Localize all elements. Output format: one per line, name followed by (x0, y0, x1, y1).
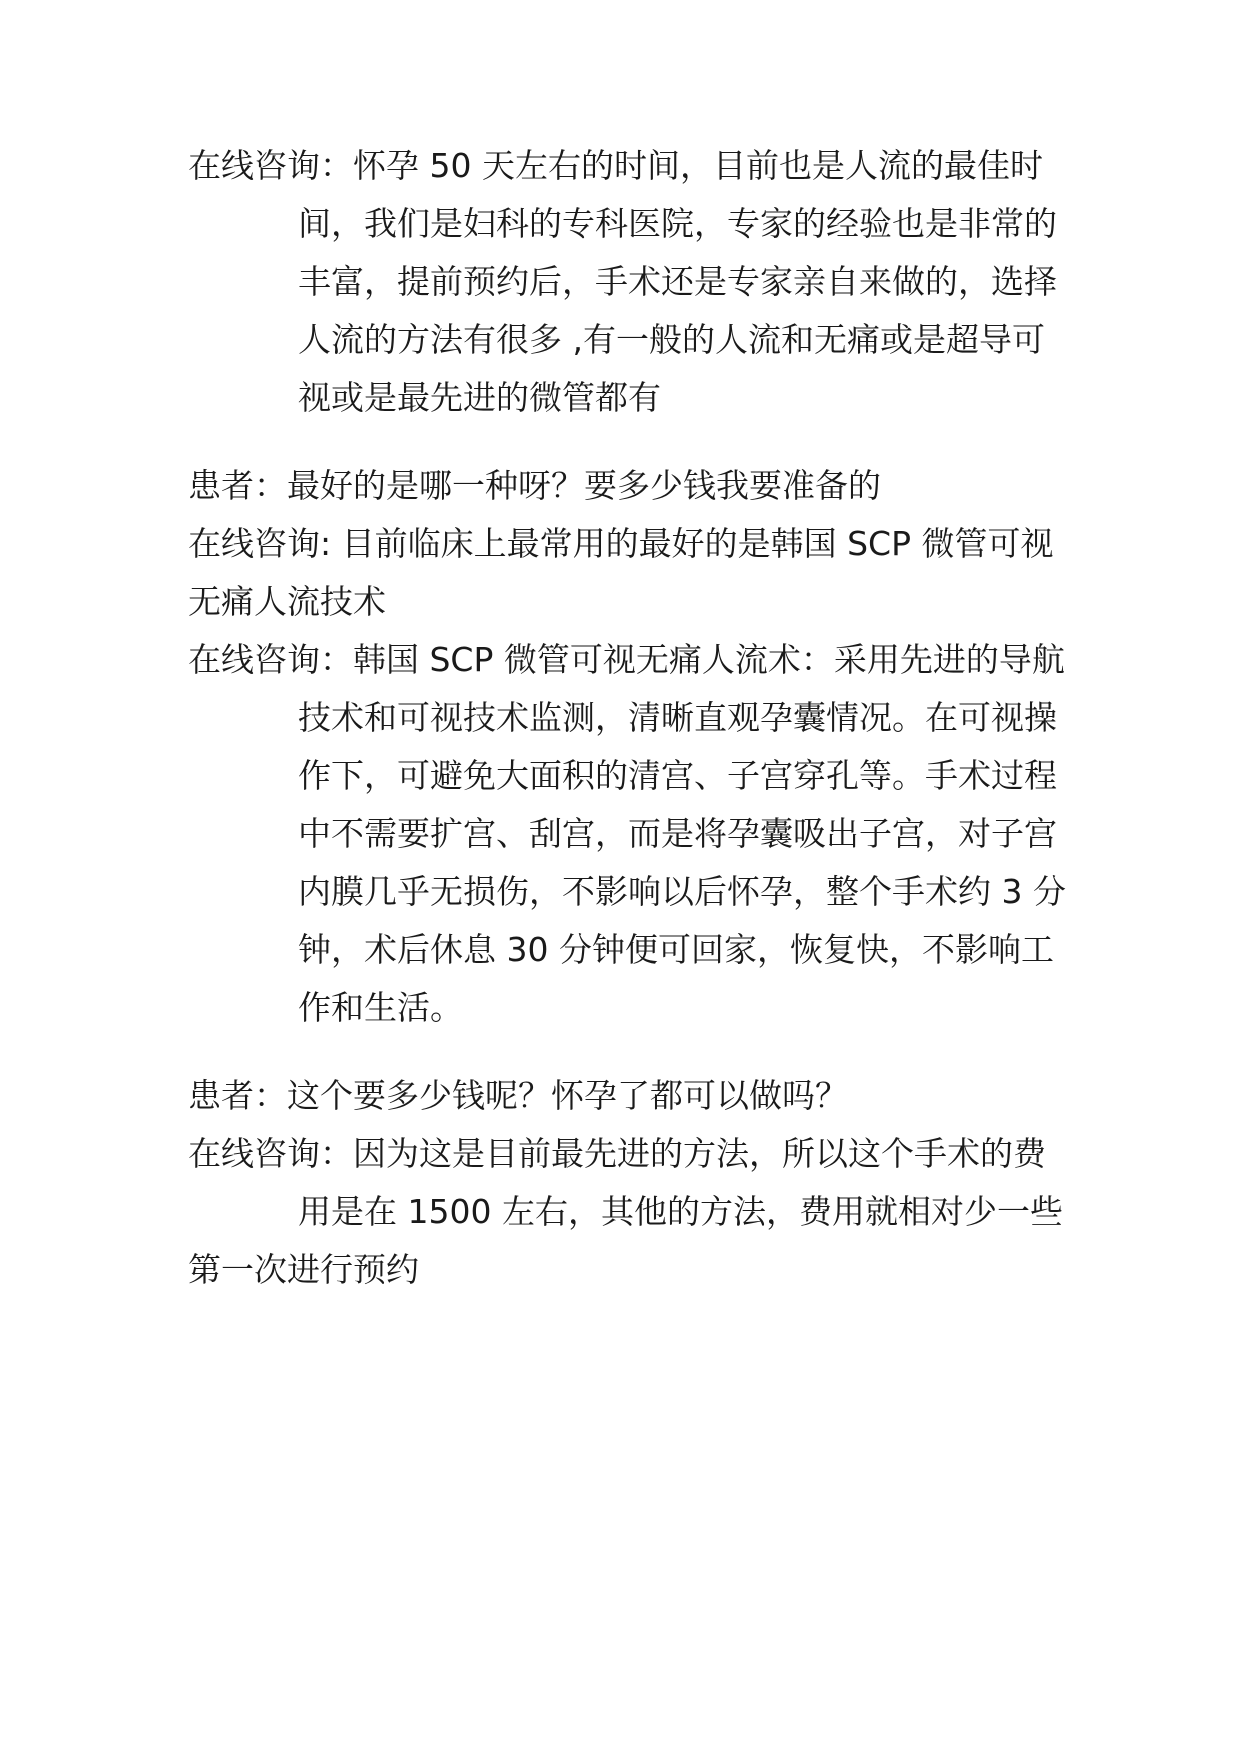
consult-detail-line-3: 作下，可避免大面积的清宫、子宫穿孔等。手术过程 (298, 756, 1057, 795)
first-appointment-line: 第一次进行预约 (188, 1250, 419, 1289)
consult-line-2: 间，我们是妇科的专科医院，专家的经验也是非常的 (298, 204, 1057, 243)
consult-line-1: 在线咨询：怀孕 50 天左右的时间，目前也是人流的最佳时 (188, 146, 1043, 185)
consult-detail-line-7: 作和生活。 (298, 988, 463, 1027)
consult-detail-line-5: 内膜几乎无损伤，不影响以后怀孕，整个手术约 3 分 (298, 872, 1066, 911)
patient-question-1: 患者：最好的是哪一种呀？要多少钱我要准备的 (188, 466, 881, 505)
consult-answer-2: 在线咨询：因为这是目前最先进的方法，所以这个手术的费 (188, 1134, 1046, 1173)
consult-answer-1: 在线咨询: 目前临床上最常用的最好的是韩国 SCP 微管可视 (188, 524, 1054, 563)
consult-detail-line-6: 钟，术后休息 30 分钟便可回家，恢复快，不影响工 (298, 930, 1054, 969)
patient-question-2: 患者：这个要多少钱呢？怀孕了都可以做吗？ (188, 1076, 848, 1115)
consult-detail-line-4: 中不需要扩宫、刮宫，而是将孕囊吸出子宫，对子宫 (298, 814, 1057, 853)
consult-detail-line-1: 在线咨询：韩国 SCP 微管可视无痛人流术：采用先进的导航 (188, 640, 1065, 679)
consult-line-5: 视或是最先进的微管都有 (298, 378, 661, 417)
consult-answer-1-cont: 无痛人流技术 (188, 582, 386, 621)
consult-detail-line-2: 技术和可视技术监测，清晰直观孕囊情况。在可视操 (298, 698, 1057, 737)
consult-line-4: 人流的方法有很多 ,有一般的人流和无痛或是超导可 (298, 320, 1045, 359)
consult-line-3: 丰富，提前预约后，手术还是专家亲自来做的，选择 (298, 262, 1057, 301)
consult-answer-2-cont: 用是在 1500 左右，其他的方法，费用就相对少一些 (298, 1192, 1063, 1231)
